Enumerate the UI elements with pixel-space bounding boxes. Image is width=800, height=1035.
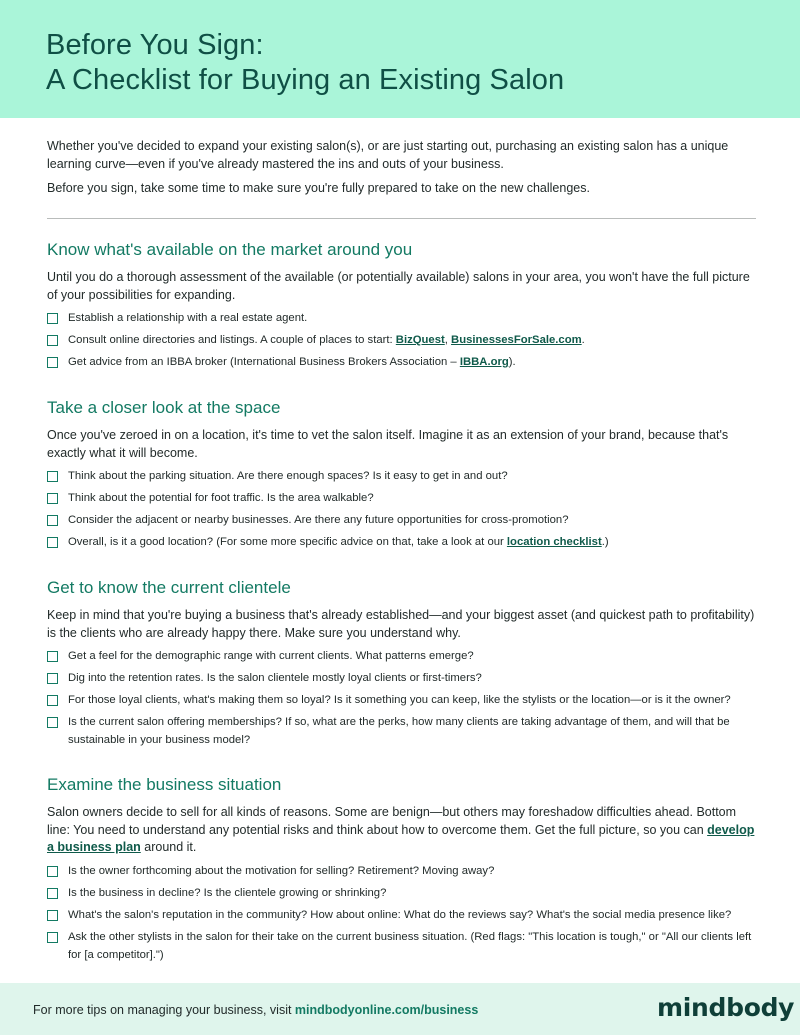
checklist-item	[47, 713, 759, 749]
checklist-item	[47, 884, 759, 902]
checklist-item-text: Establish a relationship with a real estate agent.	[68, 312, 308, 324]
checklist-item	[47, 511, 759, 529]
checkbox[interactable]	[47, 932, 58, 943]
checkbox[interactable]	[47, 888, 58, 899]
checklist-item-text: Think about the potential for foot traffic. Is the area walkable?	[68, 492, 374, 504]
checklist-item	[47, 309, 759, 327]
section-space	[47, 397, 759, 555]
title-line-1: Before You Sign:	[46, 29, 264, 61]
checklist-item	[47, 669, 759, 687]
checkbox[interactable]	[47, 673, 58, 684]
checklist-item-text: Ask the other stylists in the salon for their take on the current business situation. (Red flags: "This location is tough," or "All our clients left for [a competitor].")	[68, 930, 752, 961]
checklist-item-text: Get a feel for the demographic range with current clients. What patterns emerge?	[68, 650, 474, 662]
intro	[47, 138, 757, 205]
checklist-item	[47, 928, 759, 964]
section-business	[47, 774, 759, 968]
section-lead: Once you've zeroed in on a location, it's time to vet the salon itself. Imagine it as an extension of your brand, because that's exactly what it will become.	[47, 428, 729, 460]
footer-text	[33, 1002, 478, 1018]
intro-paragraph-2: Before you sign, take some time to make sure you're fully prepared to take on the new challenges.	[47, 181, 590, 195]
checkbox[interactable]	[47, 493, 58, 504]
checklist-item-text	[68, 331, 759, 349]
businessesforsale-link[interactable]: BusinessesForSale.com	[451, 334, 582, 346]
item-text-part: .	[581, 334, 585, 346]
checklist-item-text: Is the current salon offering memberships? If so, what are the perks, how many clients are taking advantage of them, and will that be sustainable in your business model?	[68, 716, 730, 746]
mindbody-logo: mindbody	[657, 993, 795, 1022]
checklist-item	[47, 906, 759, 924]
divider	[47, 218, 756, 219]
checkbox[interactable]	[47, 357, 58, 368]
location-checklist-link[interactable]: location checklist	[506, 536, 602, 548]
section-lead: Until you do a thorough assessment of the available (or potentially available) salons in your area, you won't have the full picture of your possibilities for expanding.	[47, 270, 750, 302]
checklist-item	[47, 467, 759, 485]
footer-text-label: For more tips on managing your business, visit	[33, 1003, 295, 1017]
item-text-part: Get advice from an IBBA broker (International Business Brokers Association –	[68, 356, 460, 368]
section-heading: Take a closer look at the space	[47, 398, 281, 417]
footer-link[interactable]: mindbodyonline.com/business	[294, 1003, 479, 1017]
item-text-part: Consult online directories and listings. A couple of places to start:	[68, 334, 396, 346]
checkbox[interactable]	[47, 313, 58, 324]
item-text-part: ).	[508, 356, 516, 368]
section-lead: Keep in mind that you're buying a business that's already established—and your biggest asset (and quickest path to profitability) is the clients who are already happy there. Make sure you understand why.	[47, 608, 755, 640]
title-line-2: A Checklist for Buying an Existing Salon	[46, 64, 565, 96]
checkbox[interactable]	[47, 717, 58, 728]
checkbox[interactable]	[47, 335, 58, 346]
section-heading: Get to know the current clientele	[47, 578, 291, 597]
ibba-link[interactable]: IBBA.org	[459, 356, 509, 368]
checklist-item-text: Is the owner forthcoming about the motivation for selling? Retirement? Moving away?	[68, 864, 495, 877]
business-plan-link[interactable]: develop a business plan	[47, 822, 755, 854]
checkbox[interactable]	[47, 471, 58, 482]
checklist-item-text: Consider the adjacent or nearby businesses. Are there any future opportunities for cross-promotion?	[68, 514, 569, 526]
checkbox[interactable]	[47, 515, 58, 526]
checkbox[interactable]	[47, 537, 58, 548]
section-clientele	[47, 577, 759, 753]
checkbox[interactable]	[47, 910, 58, 921]
item-text-part: ,	[444, 334, 452, 346]
checklist-item-text: Dig into the retention rates. Is the salon clientele mostly loyal clients or first-timers?	[68, 672, 482, 684]
checklist-item-text: For those loyal clients, what's making them so loyal? Is it something you can keep, like the stylists or the location—or is it the owner?	[68, 694, 731, 706]
bizquest-link[interactable]: BizQuest	[395, 334, 445, 346]
checklist-item	[47, 691, 759, 709]
intro-paragraph-1: Whether you've decided to expand your existing salon(s), or are just starting out, purchasing an existing salon has a unique learning curve—even if you've already mastered the ins and outs of your business.	[47, 139, 729, 171]
checklist-item	[47, 353, 759, 371]
section-heading: Know what's available on the market around you	[47, 240, 413, 259]
checkbox[interactable]	[47, 866, 58, 877]
checkbox[interactable]	[47, 695, 58, 706]
checklist-item	[47, 862, 759, 880]
item-text-part: Overall, is it a good location? (For some more specific advice on that, take a look at our	[68, 536, 507, 548]
section-lead	[47, 804, 759, 857]
checklist-item-text	[68, 353, 759, 371]
checkbox[interactable]	[47, 651, 58, 662]
checklist-item	[47, 489, 759, 507]
checklist-item-text: Think about the parking situation. Are there enough spaces? Is it easy to get in and out?	[68, 470, 508, 482]
lead-text-part: around it.	[140, 840, 197, 854]
checklist-item-text	[68, 533, 759, 551]
lead-text-part: Salon owners decide to sell for all kinds of reasons. Some are benign—but others may foreshadow difficulties ahead. Bottom line: You need to understand any potential risks and think about how to overcome them. Get the full picture, so you can	[47, 805, 737, 837]
item-text-part: .)	[601, 536, 609, 548]
checklist-item	[47, 647, 759, 665]
checklist-item	[47, 331, 759, 349]
section-heading: Examine the business situation	[47, 775, 282, 794]
checklist-item-text: Is the business in decline? Is the clientele growing or shrinking?	[68, 886, 387, 899]
checklist-item-text: What's the salon's reputation in the community? How about online: What do the reviews say? What's the social media presence like?	[68, 908, 732, 921]
section-market	[47, 239, 759, 375]
checklist-item	[47, 533, 759, 551]
page-title	[46, 28, 564, 98]
